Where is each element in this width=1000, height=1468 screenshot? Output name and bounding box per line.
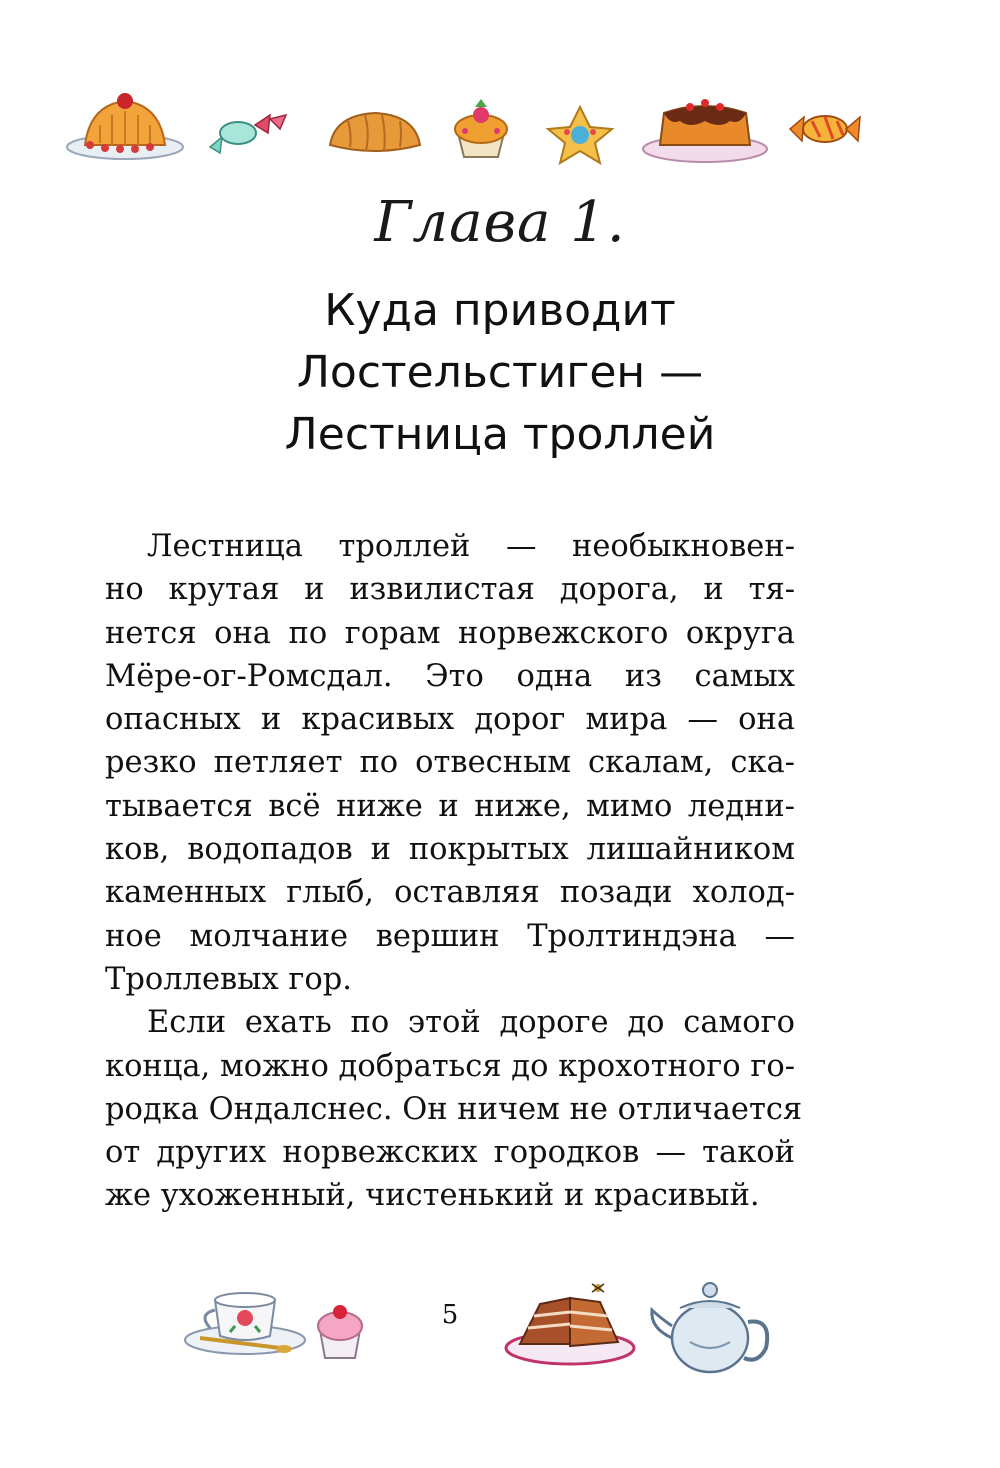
cookie-star-icon (548, 107, 612, 163)
text-line: ков, водопадов и покрытых лишайником (105, 832, 795, 868)
text-line: тывается всё ниже и ниже, мимо ледни- (105, 788, 795, 824)
page-number: 5 (441, 1300, 459, 1330)
cake-icon (67, 93, 183, 159)
text-line: нется она по горам норвежского округа (105, 615, 795, 651)
text-line: резко петляет по отвесным скалам, ска- (105, 745, 795, 781)
chapter-label: Глава 1. (374, 190, 626, 255)
body-text (105, 525, 803, 1218)
text-line: родка Ондалснес. Он ничем не отличается (105, 1091, 803, 1127)
text-line: же ухоженный, чистенький и красивый. (105, 1178, 760, 1214)
text-line: конца, можно добраться до крохотного го- (105, 1048, 795, 1084)
text-line: Если ехать по этой дороге до самого (147, 1005, 795, 1041)
teacup-icon (185, 1293, 305, 1354)
sweets-top-row (60, 85, 940, 175)
bun-icon (330, 113, 420, 151)
sweets-bottom-left (180, 1270, 380, 1380)
text-line: Троллевых гор. (105, 961, 352, 997)
text-line: ное молчание вершин Тролтиндэна — (105, 918, 795, 954)
candy-icon (210, 115, 286, 153)
wrapped-candy-icon (790, 116, 860, 142)
sweets-bottom-right (500, 1268, 790, 1388)
small-cupcake-icon (318, 1305, 362, 1358)
teapot-icon (652, 1283, 767, 1372)
text-line: каменных глыб, оставляя позади холод- (105, 875, 795, 911)
text-line: Мёре-ог-Ромсдал. Это одна из самых (105, 658, 795, 694)
jelly-cake-icon (643, 99, 767, 162)
cupcake-icon (455, 99, 507, 157)
text-line: от других норвежских городков — такой (105, 1135, 795, 1171)
text-line: но крутая и извилистая дорога, и тя- (105, 572, 795, 608)
text-line: Лестница троллей — необыкновен- (147, 529, 795, 564)
cake-slices-icon (506, 1284, 634, 1364)
chapter-title-line: Лостельстиген — (296, 347, 704, 398)
text-line: опасных и красивых дорог мира — она (105, 702, 795, 738)
chapter-title (150, 280, 850, 466)
chapter-title-line: Лестница троллей (284, 409, 716, 460)
chapter-title-line: Куда приводит (324, 285, 676, 336)
